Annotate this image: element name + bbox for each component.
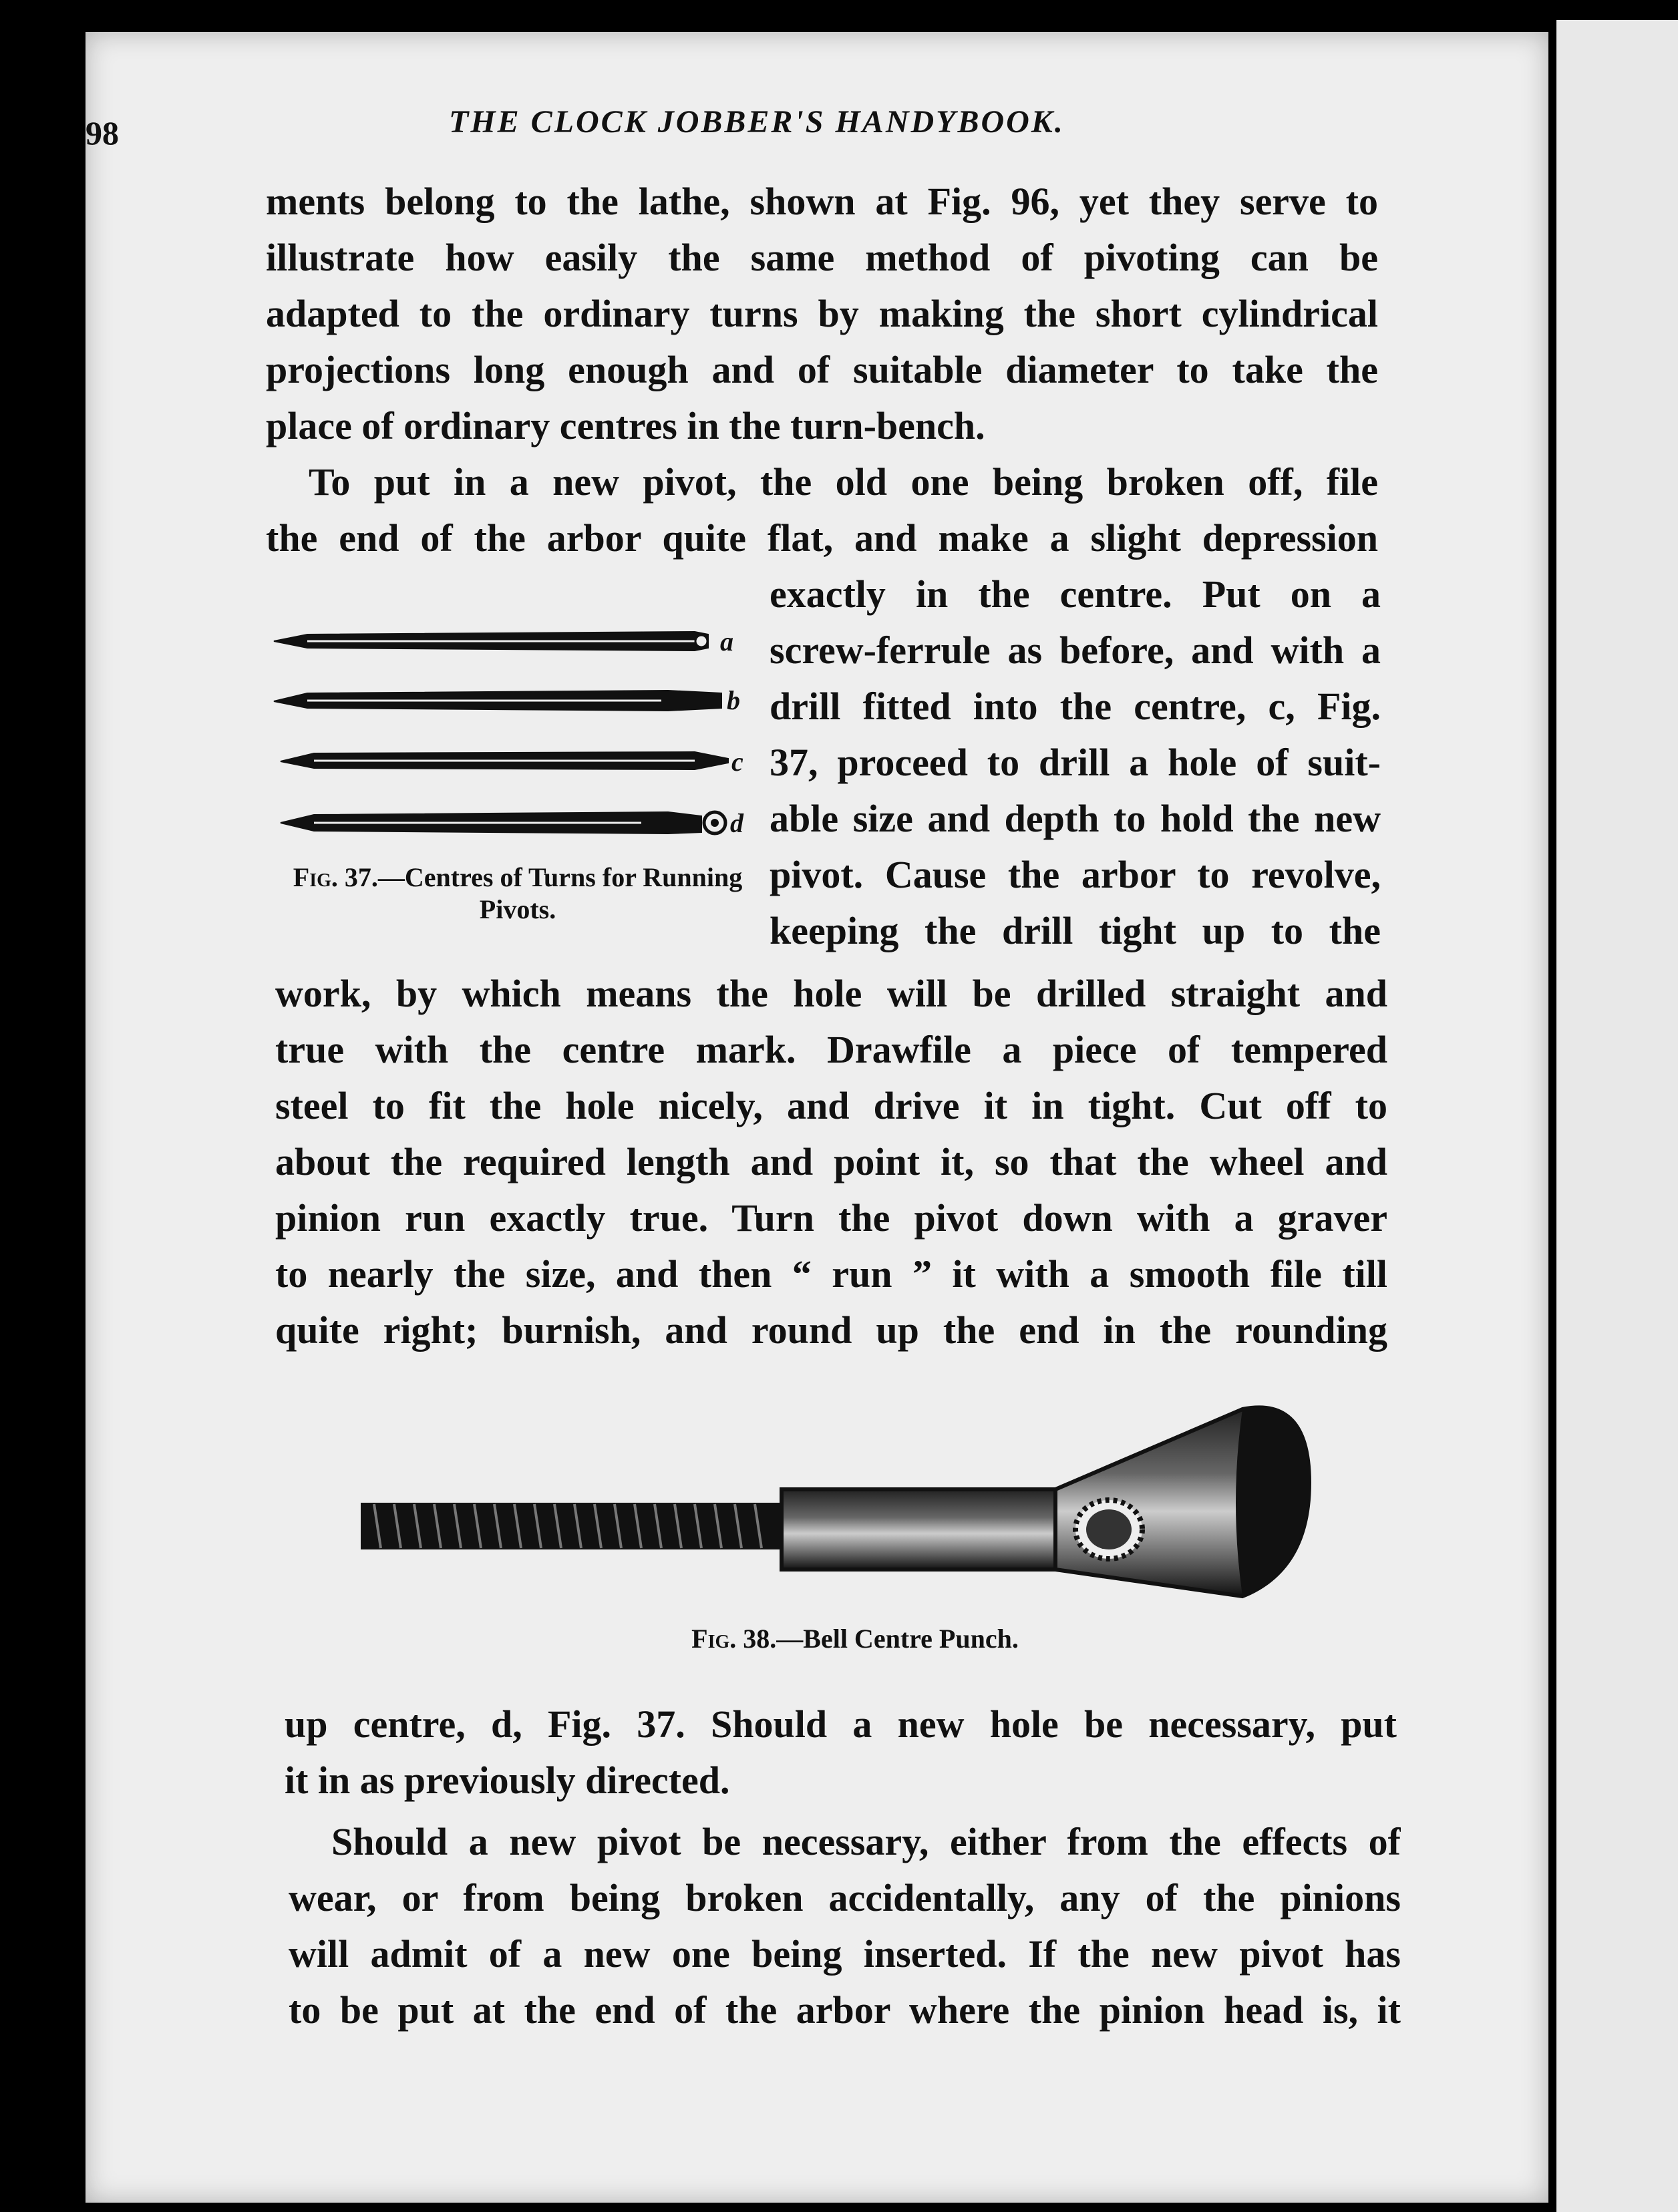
text-line: place of ordinary centres in the turn-bench. (266, 404, 985, 447)
text-line: adapted to the ordinary turns by making the short cylindrical (266, 292, 1378, 335)
figure-37-label-d: d (730, 808, 743, 838)
text-line: up centre, d, Fig. 37. Should a new hole be necessary, put (285, 1702, 1397, 1746)
text-line: true with the centre mark. Drawfile a piece of tempered (275, 1028, 1387, 1071)
figure-38-bell-centre-punch (361, 1396, 1323, 1616)
text-line: about the required length and point it, so that the wheel and (275, 1140, 1387, 1183)
figure-38-title: —Bell Centre Punch. (776, 1624, 1019, 1654)
paragraph-2-start (266, 454, 1378, 566)
text-line: quite right; burnish, and round up the end in the rounding (275, 1308, 1387, 1352)
text-line: pivot. Cause the arbor to revolve, (770, 853, 1381, 896)
text-line: able size and depth to hold the new (770, 797, 1381, 840)
text-line: to nearly the size, and then “ run ” it with a smooth file till (275, 1252, 1387, 1296)
paragraph-2-wrap (770, 566, 1381, 959)
adjacent-page-edge (1556, 20, 1678, 2212)
figure-38-number: Fig. 38. (691, 1624, 777, 1654)
text-line: work, by which means the hole will be drilled straight and (275, 972, 1387, 1015)
paragraph-2-continued (275, 966, 1387, 1358)
paragraph-2-end (285, 1696, 1397, 1809)
text-line: will admit of a new one being inserted. If the new pivot has (289, 1932, 1401, 1976)
figure-37-label-c: c (731, 747, 743, 777)
figure-37-label-b: b (727, 685, 740, 715)
figure-37-label-a: a (720, 626, 733, 657)
text-line: ments belong to the lathe, shown at Fig. 96, yet they serve to (266, 180, 1378, 223)
text-line: projections long enough and of suitable diameter to take the (266, 348, 1378, 391)
text-line: To put in a new pivot, the old one being broken off, file (309, 460, 1378, 504)
figure-37-title: —Centres of Turns for Running Pivots. (377, 862, 743, 924)
text-line: the end of the arbor quite flat, and make a slight depression (266, 516, 1378, 560)
text-line: 37, proceed to drill a hole of suit- (770, 741, 1381, 784)
text-line: keeping the drill tight up to the (770, 909, 1381, 952)
text-line: wear, or from being broken accidentally, any of the pinions (289, 1876, 1401, 1919)
text-line: screw-ferrule as before, and with a (770, 628, 1381, 672)
figure-37-number: Fig. 37. (293, 862, 378, 892)
paragraph-3 (289, 1814, 1401, 2038)
paragraph-1 (266, 174, 1378, 454)
text-line: illustrate how easily the same method of pivoting can be (266, 236, 1378, 279)
figure-37-centres (267, 608, 748, 862)
text-line: pinion run exactly true. Turn the pivot down with a graver (275, 1196, 1387, 1240)
text-line: steel to fit the hole nicely, and drive it in tight. Cut off to (275, 1084, 1387, 1127)
figure-37-caption (284, 862, 751, 926)
text-line: Should a new pivot be necessary, either from the effects of (331, 1820, 1401, 1863)
text-line: to be put at the end of the arbor where the pinion head is, it (289, 1988, 1401, 2032)
figure-38-caption (621, 1623, 1089, 1654)
text-line: it in as previously directed. (285, 1759, 730, 1802)
page-number: 98 (86, 114, 119, 152)
text-line: drill fitted into the centre, c, Fig. (770, 685, 1381, 728)
running-title: THE CLOCK JOBBER'S HANDYBOOK. (449, 104, 1065, 140)
text-line: exactly in the centre. Put on a (770, 572, 1381, 616)
